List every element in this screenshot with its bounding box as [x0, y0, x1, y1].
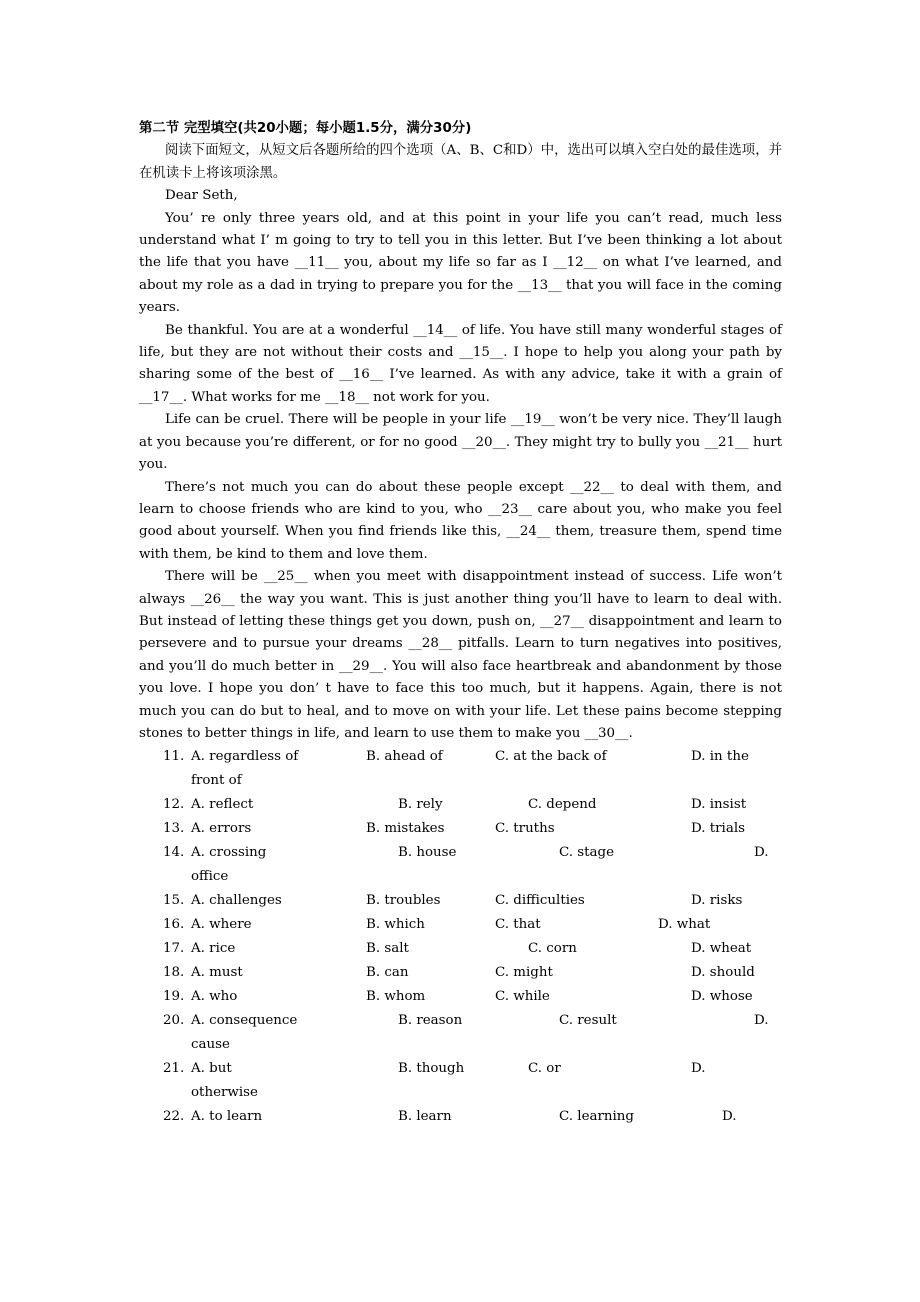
option-d: D.	[754, 1013, 769, 1029]
option-a: A. consequence	[191, 1013, 298, 1029]
option-d: D. whose	[691, 989, 753, 1005]
question-row	[139, 1009, 782, 1057]
section-heading: 第二节 完型填空(共20小题；每小题1.5分，满分30分)	[139, 121, 472, 136]
question-number: 21.	[163, 1061, 185, 1077]
document-page	[139, 118, 782, 1129]
option-c: C. truths	[495, 821, 555, 837]
question-number: 15.	[163, 893, 185, 909]
question-row	[139, 793, 782, 817]
option-a-continued: front of	[191, 773, 242, 789]
option-c: C. learning	[559, 1109, 634, 1125]
option-a: A. rice	[191, 941, 236, 957]
option-d: D.	[754, 845, 769, 861]
instructions: 阅读下面短文，从短文后各题所给的四个选项（A、B、C和D）中，选出可以填入空白处的最佳选项，并在机读卡上将该项涂黑。	[139, 143, 782, 181]
question-row	[139, 961, 782, 985]
question-number: 16.	[163, 917, 185, 933]
question-number: 13.	[163, 821, 185, 837]
passage-paragraph: There’s not much you can do about these people except __22__ to deal with them, and learn to choose friends who are kind to you, who __23__ care about you, who make you feel good about yourself. When you find friends like this, __24__ them, treasure them, spend time with them, be kind to them and love them.	[139, 479, 782, 562]
question-number: 11.	[163, 749, 185, 765]
option-b: B. which	[366, 917, 425, 933]
option-c: C. that	[495, 917, 541, 933]
question-row	[139, 889, 782, 913]
question-row	[139, 841, 782, 889]
option-d-continued: cause	[191, 1037, 230, 1053]
option-c: C. at the back of	[495, 749, 607, 765]
option-b: B. learn	[398, 1109, 452, 1125]
option-d: D.	[722, 1109, 737, 1125]
passage-paragraph: Be thankful. You are at a wonderful __14__ of life. You have still many wonderful stages of life, but they are not without their costs and __15__. I hope to help you along your path by sharing some of the best of __16__ I’ve learned. As with any advice, take it with a grain of __17__. What works for me __18__ not work for you.	[139, 322, 782, 405]
option-c: C. stage	[559, 845, 615, 861]
option-a: A. errors	[191, 821, 252, 837]
question-number: 19.	[163, 989, 185, 1005]
option-d: D. risks	[691, 893, 743, 909]
option-d: D. trials	[691, 821, 745, 837]
option-d: D.	[691, 1061, 706, 1077]
option-b: B. can	[366, 965, 409, 981]
question-row	[139, 1057, 782, 1105]
option-c: C. difficulties	[495, 893, 585, 909]
option-c: C. result	[559, 1013, 617, 1029]
question-row	[139, 937, 782, 961]
option-a: A. to learn	[191, 1109, 263, 1125]
option-a: A. must	[191, 965, 243, 981]
option-b: B. though	[398, 1061, 465, 1077]
question-row	[139, 913, 782, 937]
passage-paragraph: You’ re only three years old, and at this point in your life you can’t read, much less understand what I’ m going to try to tell you in this letter. But I’ve been thinking a lot about the life that you have __11__ you, about my life so far as I __12__ on what I’ve learned, and about my role as a dad in trying to prepare you for the __13__ that you will face in the coming years.	[139, 210, 782, 316]
option-a: A. reflect	[191, 797, 254, 813]
option-d: D. should	[691, 965, 755, 981]
option-c: C. depend	[528, 797, 597, 813]
question-number: 12.	[163, 797, 185, 813]
option-b: B. salt	[366, 941, 409, 957]
option-c: C. corn	[528, 941, 577, 957]
question-row	[139, 985, 782, 1009]
option-d: D. insist	[691, 797, 747, 813]
option-c: C. or	[528, 1061, 561, 1077]
question-row	[139, 817, 782, 841]
option-a: A. challenges	[191, 893, 282, 909]
option-b: B. ahead of	[366, 749, 443, 765]
salutation: Dear Seth,	[165, 188, 238, 204]
option-a: A. crossing	[191, 845, 267, 861]
question-row	[139, 745, 782, 793]
option-d: D. in the	[691, 749, 749, 765]
option-b: B. reason	[398, 1013, 463, 1029]
option-c: C. while	[495, 989, 550, 1005]
question-number: 17.	[163, 941, 185, 957]
option-d: D. what	[658, 917, 711, 933]
option-b: B. mistakes	[366, 821, 445, 837]
option-b: B. troubles	[366, 893, 441, 909]
option-a: A. where	[191, 917, 252, 933]
option-c: C. might	[495, 965, 553, 981]
question-options	[139, 745, 782, 1129]
option-d: D. wheat	[691, 941, 752, 957]
question-row	[139, 1105, 782, 1129]
passage-paragraph: Life can be cruel. There will be people in your life __19__ won’t be very nice. They’ll laugh at you because you’re different, or for no good __20__. They might try to bully you __21__ hurt you.	[139, 412, 782, 473]
question-number: 18.	[163, 965, 185, 981]
option-a: A. regardless of	[191, 749, 299, 765]
option-b: B. whom	[366, 989, 426, 1005]
passage-paragraph: There will be __25__ when you meet with disappointment instead of success. Life won’t always __26__ the way you want. This is just another thing you’ll have to learn to deal with. But instead of letting these things get you down, push on, __27__ disappointment and learn to persevere and to pursue your dreams __28__ pitfalls. Learn to turn negatives into positives, and you’ll do much better in __29__. You will also face heartbreak and abandonment by those you love. I hope you don’ t have to face this too much, but it happens. Again, there is not much you can do but to heal, and to move on with your life. Let these pains become stepping stones to better things in life, and learn to use them to make you __30__.	[139, 569, 782, 741]
option-a: A. who	[191, 989, 238, 1005]
option-d-continued: otherwise	[191, 1085, 258, 1101]
option-b: B. rely	[398, 797, 443, 813]
question-number: 14.	[163, 845, 185, 861]
question-number: 22.	[163, 1109, 185, 1125]
option-d-continued: office	[191, 869, 229, 885]
option-a: A. but	[191, 1061, 232, 1077]
question-number: 20.	[163, 1013, 185, 1029]
option-b: B. house	[398, 845, 457, 861]
